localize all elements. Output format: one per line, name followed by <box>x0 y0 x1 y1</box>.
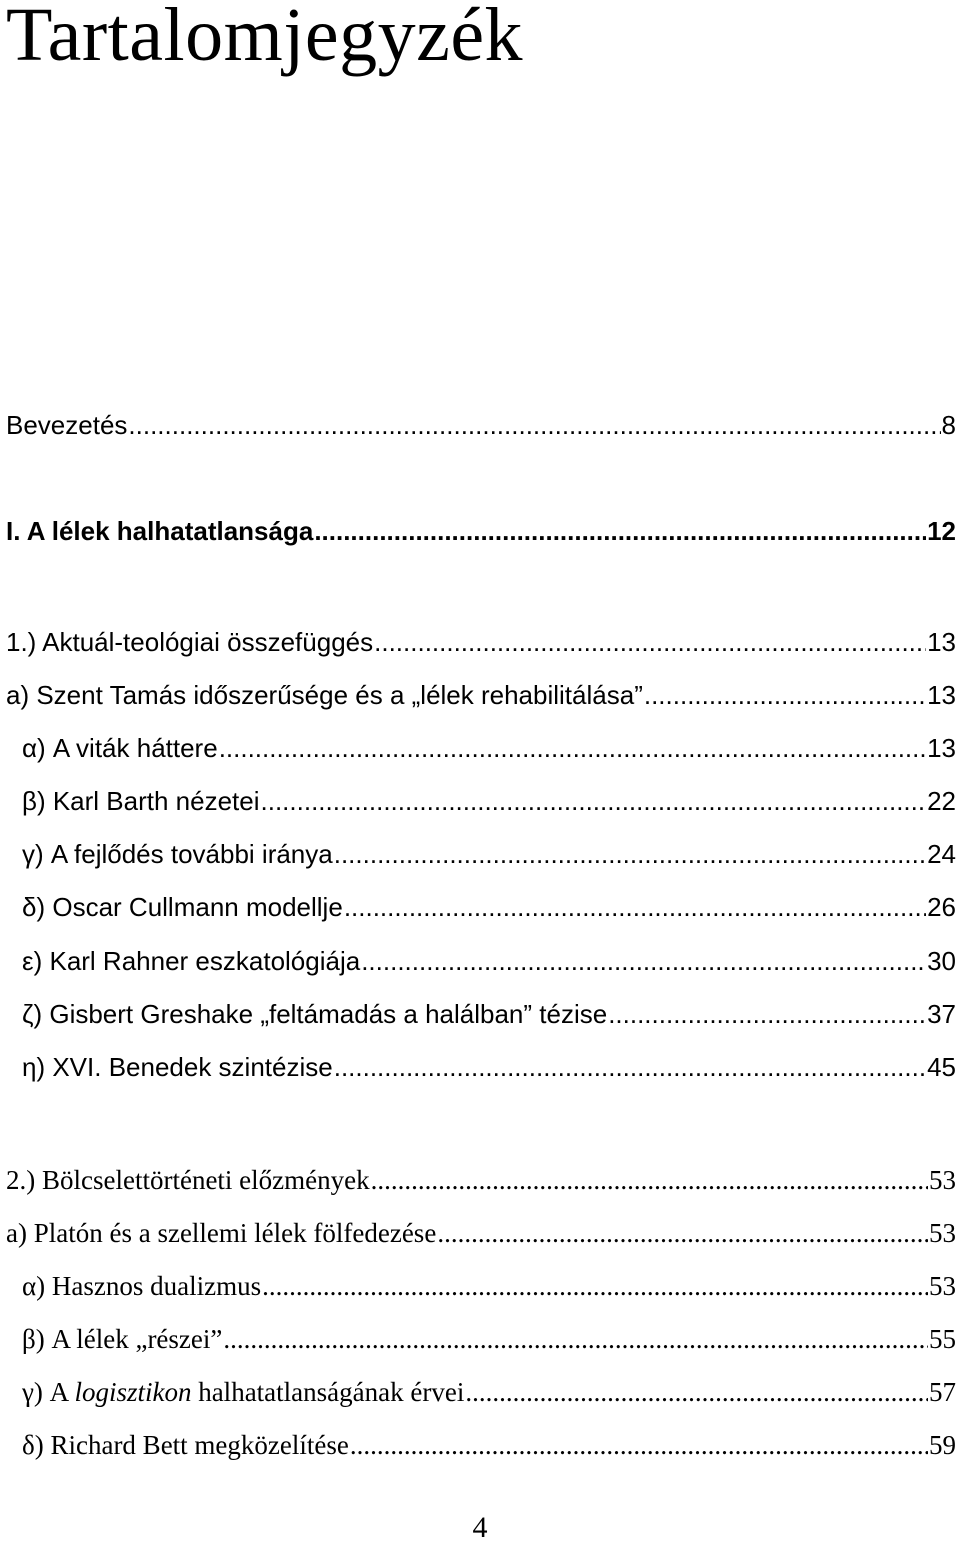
toc-entry-text: ζ) Gisbert Greshake „feltámadás a halálban” tézise <box>22 999 608 1029</box>
toc-leader <box>465 1376 928 1408</box>
toc-entry-text: ε) Karl Rahner eszkatológiája <box>22 946 361 976</box>
toc-page-number: 55 <box>929 1324 956 1354</box>
toc-entry-text: β) Karl Barth nézetei <box>22 786 260 816</box>
toc-entry-item-epsilon[interactable] <box>22 945 956 977</box>
toc-entry-text: δ) Richard Bett megközelítése <box>22 1430 349 1460</box>
toc-leader <box>334 1051 926 1083</box>
page-number: 4 <box>472 1511 488 1544</box>
toc-entry-text-before: γ) A <box>22 1377 75 1407</box>
toc-page-number: 37 <box>927 999 956 1029</box>
toc-entry-bevezetes[interactable] <box>6 409 956 441</box>
toc-entry-subsection-a[interactable] <box>6 679 956 711</box>
toc-leader <box>314 515 926 547</box>
toc-leader <box>374 626 926 658</box>
toc-entry-text: δ) Oscar Cullmann modellje <box>22 892 343 922</box>
toc-entry-text: α) A viták háttere <box>22 733 218 763</box>
toc-entry-text: a) Szent Tamás időszerűsége és a „lélek rehabilitálása” <box>6 680 643 710</box>
toc-leader <box>437 1217 928 1249</box>
toc-page-number: 59 <box>929 1430 956 1460</box>
toc-entry-text: 2.) Bölcselettörténeti előzmények <box>6 1165 370 1195</box>
toc-page-number: 24 <box>927 839 956 869</box>
toc-entry-item-beta[interactable] <box>22 785 956 817</box>
toc-entry-section-1[interactable] <box>6 626 956 658</box>
toc-entry-text-after: halhatatlanságának érvei <box>191 1377 465 1407</box>
toc-entry-text: Bevezetés <box>6 410 128 440</box>
toc-leader <box>350 1429 928 1461</box>
toc-page-number: 53 <box>929 1271 956 1301</box>
toc-entry-item-alpha-2[interactable] <box>22 1270 956 1302</box>
toc-page-number: 13 <box>927 627 956 657</box>
toc-page-number: 12 <box>927 516 956 546</box>
toc-leader <box>344 891 926 923</box>
toc-entry-text: I. A lélek halhatatlansága <box>6 516 314 546</box>
toc-page-number: 30 <box>927 946 956 976</box>
toc-entry-item-delta-2[interactable] <box>22 1429 956 1461</box>
toc-entry-text: α) Hasznos dualizmus <box>22 1271 262 1301</box>
toc-entry-section-2[interactable] <box>6 1164 956 1196</box>
toc-entry-text: γ) A fejlődés további iránya <box>22 839 333 869</box>
toc-entry-text <box>22 1376 464 1408</box>
toc-leader <box>262 1270 928 1302</box>
toc-entry-item-eta[interactable] <box>22 1051 956 1083</box>
toc-entry-item-delta[interactable] <box>22 891 956 923</box>
toc-leader <box>361 945 926 977</box>
toc-entry-text: 1.) Aktuál-teológiai összefüggés <box>6 627 374 657</box>
toc-page-number: 8 <box>941 410 956 440</box>
toc-leader <box>261 785 927 817</box>
toc-leader <box>608 998 926 1030</box>
toc-leader <box>223 1323 928 1355</box>
toc-entry-item-beta-2[interactable] <box>22 1323 956 1355</box>
toc-page-number: 53 <box>929 1218 956 1248</box>
toc-entry-text: a) Platón és a szellemi lélek fölfedezése <box>6 1218 437 1248</box>
toc-entry-item-gamma-2[interactable] <box>22 1376 956 1408</box>
toc-page-number: 53 <box>929 1165 956 1195</box>
toc-entry-chapter-1[interactable] <box>6 515 956 547</box>
toc-leader <box>219 732 926 764</box>
toc-leader <box>371 1164 928 1196</box>
toc-entry-text: η) XVI. Benedek szintézise <box>22 1052 333 1082</box>
toc-entry-item-gamma[interactable] <box>22 838 956 870</box>
toc-entry-subsection-a-2[interactable] <box>6 1217 956 1249</box>
toc-leader <box>644 679 926 711</box>
toc-page-number: 57 <box>929 1377 956 1407</box>
toc-leader <box>128 409 940 441</box>
toc-leader <box>334 838 926 870</box>
page-title: Tartalomjegyzék <box>6 0 524 77</box>
toc-page-number: 13 <box>927 680 956 710</box>
toc-page-number: 13 <box>927 733 956 763</box>
toc-entry-item-alpha[interactable] <box>22 732 956 764</box>
toc-page-number: 26 <box>927 892 956 922</box>
toc-page-number: 22 <box>927 786 956 816</box>
toc-page-number: 45 <box>927 1052 956 1082</box>
toc-entry-text: β) A lélek „részei” <box>22 1324 223 1354</box>
toc-entry-text-italic: logisztikon <box>74 1377 192 1407</box>
toc-entry-item-zeta[interactable] <box>22 998 956 1030</box>
